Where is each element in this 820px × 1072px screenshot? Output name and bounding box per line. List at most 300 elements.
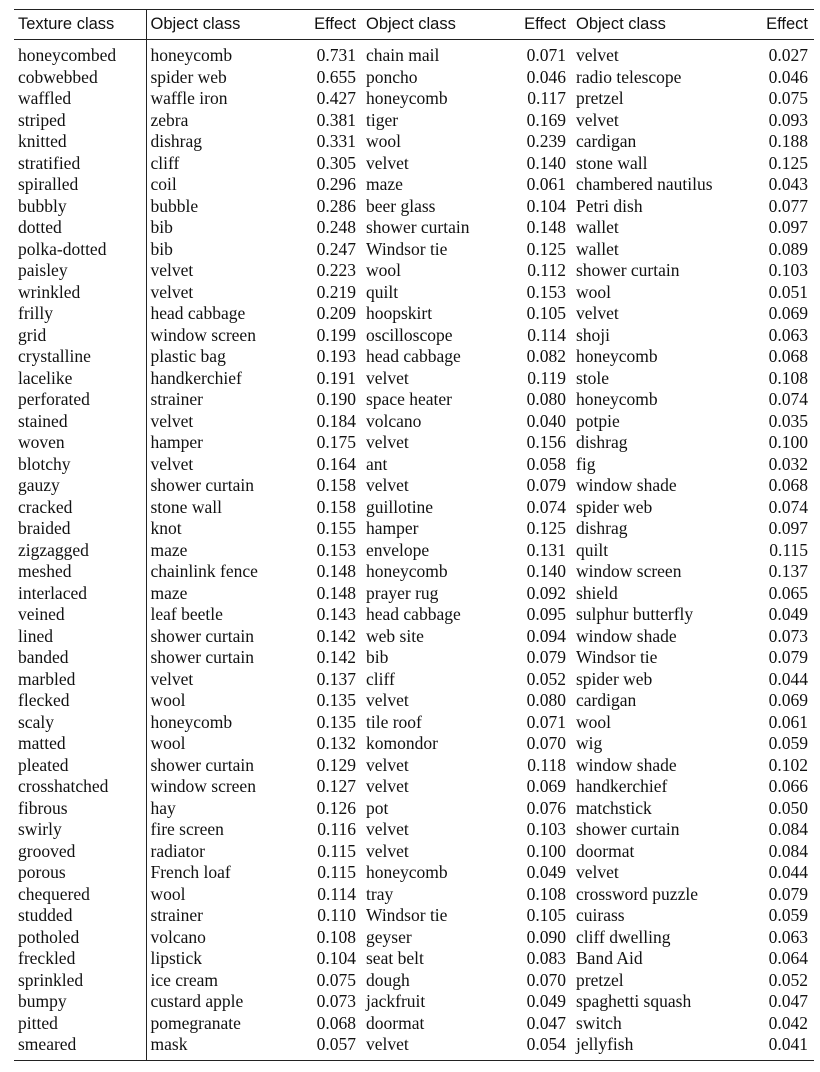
object-class-cell-2: maze <box>366 174 403 194</box>
object-class-cell-3: spider web <box>576 496 653 517</box>
texture-object-effect-table <box>14 9 814 1061</box>
effect-cell-3: 0.049 <box>768 604 808 624</box>
object-class-cell-2: tile roof <box>366 711 422 732</box>
table-row <box>14 819 814 841</box>
object-class-cell-3: shower curtain <box>576 819 680 839</box>
object-class-cell-2: head cabbage <box>366 346 461 366</box>
effect-cell-1: 0.153 <box>316 539 356 560</box>
table-row <box>14 712 814 734</box>
table-row <box>14 88 814 110</box>
object-class-cell-3: chambered nautilus <box>576 174 713 194</box>
object-class-cell-1: handkerchief <box>150 367 242 388</box>
texture-class-cell: stratified <box>14 153 146 175</box>
object-class-cell-3: dishrag <box>576 432 628 452</box>
effect-cell-2: 0.118 <box>527 754 566 775</box>
object-class-cell-1: volcano <box>150 926 206 947</box>
texture-class-cell: swirly <box>14 819 146 841</box>
effect-cell-1: 0.158 <box>316 496 356 517</box>
object-class-cell-3: window shade <box>576 754 677 775</box>
effect-cell-1: 0.247 <box>316 238 356 259</box>
object-class-cell-1: shower curtain <box>150 475 255 495</box>
table-row <box>14 798 814 820</box>
table-header <box>14 10 814 40</box>
effect-cell-2: 0.153 <box>526 281 566 302</box>
object-class-cell-2: bib <box>366 647 389 667</box>
object-class-cell-2: quilt <box>366 281 399 302</box>
effect-cell-1: 0.155 <box>316 518 356 538</box>
texture-class-cell: potholed <box>14 927 146 949</box>
table-row <box>14 561 814 583</box>
effect-cell-1: 0.191 <box>316 367 356 388</box>
object-class-cell-1: hamper <box>150 432 203 452</box>
table-row <box>14 970 814 992</box>
object-class-cell-3: window shade <box>576 475 677 495</box>
texture-class-cell: flecked <box>14 690 146 712</box>
object-class-cell-3: velvet <box>576 303 619 323</box>
object-class-cell-2: tiger <box>366 109 399 130</box>
texture-class-cell: dotted <box>14 217 146 239</box>
object-class-cell-3: Band Aid <box>576 948 643 968</box>
table-row <box>14 153 814 175</box>
object-class-cell-1: wool <box>150 733 186 753</box>
object-class-cell-3: dishrag <box>576 518 628 538</box>
object-class-cell-3: spider web <box>576 668 653 689</box>
object-class-cell-1: fire screen <box>150 819 224 839</box>
effect-cell-3: 0.051 <box>768 281 808 302</box>
table-row <box>14 583 814 605</box>
effect-cell-3: 0.047 <box>768 991 808 1011</box>
object-class-cell-3: doormat <box>576 840 635 861</box>
effect-cell-3: 0.097 <box>768 217 808 237</box>
effect-cell-1: 0.135 <box>316 711 356 732</box>
object-class-cell-1: velvet <box>150 260 194 280</box>
table-row <box>14 239 814 261</box>
header-effect-2: Effect <box>502 10 572 40</box>
object-class-cell-2: head cabbage <box>366 604 461 624</box>
effect-cell-1: 0.108 <box>316 926 356 947</box>
effect-cell-1: 0.116 <box>317 819 356 839</box>
header-row <box>14 10 814 40</box>
effect-cell-3: 0.042 <box>768 1012 808 1033</box>
texture-class-cell: crystalline <box>14 346 146 368</box>
object-class-cell-3: Windsor tie <box>576 647 658 667</box>
effect-cell-2: 0.049 <box>526 991 566 1011</box>
header-object-class-2: Object class <box>362 10 502 40</box>
object-class-cell-1: window screen <box>150 324 256 345</box>
effect-cell-2: 0.054 <box>502 1034 572 1060</box>
effect-cell-1: 0.075 <box>316 969 356 990</box>
object-class-cell-1: ice cream <box>150 969 219 990</box>
object-class-cell-2: dough <box>366 969 410 990</box>
object-class-cell-1: chainlink fence <box>150 561 258 581</box>
effect-cell-1: 0.331 <box>316 131 356 151</box>
texture-class-cell: honeycombed <box>14 40 146 67</box>
effect-cell-2: 0.114 <box>527 324 566 345</box>
effect-cell-3: 0.061 <box>768 711 808 732</box>
effect-cell-2: 0.076 <box>526 797 566 818</box>
effect-cell-2: 0.079 <box>526 475 566 495</box>
effect-cell-1: 0.286 <box>316 195 356 216</box>
table-row <box>14 196 814 218</box>
effect-cell-1: 0.175 <box>316 432 356 452</box>
effect-cell-1: 0.248 <box>316 217 356 237</box>
table-row <box>14 260 814 282</box>
object-class-cell-1: leaf beetle <box>150 604 223 624</box>
object-class-cell-1: velvet <box>150 453 194 474</box>
effect-cell-2: 0.040 <box>526 410 566 431</box>
effect-cell-2: 0.074 <box>526 496 566 517</box>
table-row <box>14 604 814 626</box>
table-row <box>14 884 814 906</box>
effect-cell-2: 0.094 <box>526 625 566 646</box>
texture-class-cell: fibrous <box>14 798 146 820</box>
table-row <box>14 475 814 497</box>
effect-cell-2: 0.131 <box>526 539 566 560</box>
texture-class-cell: gauzy <box>14 475 146 497</box>
table-row <box>14 40 814 67</box>
table-body <box>14 40 814 1061</box>
effect-cell-2: 0.070 <box>526 733 566 753</box>
table-row <box>14 776 814 798</box>
effect-cell-2: 0.148 <box>526 217 566 237</box>
effect-cell-3: 0.102 <box>768 754 808 775</box>
object-class-cell-1: shower curtain <box>150 647 255 667</box>
table-row <box>14 217 814 239</box>
object-class-cell-1: window screen <box>150 776 256 796</box>
object-class-cell-2: velvet <box>366 819 409 839</box>
effect-cell-2: 0.071 <box>526 711 566 732</box>
effect-cell-3: 0.069 <box>768 303 808 323</box>
object-class-cell-3: wool <box>576 281 611 302</box>
effect-cell-3: 0.044 <box>768 668 808 689</box>
object-class-cell-2: Windsor tie <box>366 238 448 259</box>
effect-cell-1: 0.073 <box>316 991 356 1011</box>
object-class-cell-1: hay <box>150 797 176 818</box>
object-class-cell-3: velvet <box>576 109 619 130</box>
object-class-cell-2: tray <box>366 883 394 904</box>
object-class-cell-3: window screen <box>576 561 682 581</box>
object-class-cell-2: pot <box>366 797 389 818</box>
effect-cell-1: 0.164 <box>316 453 356 474</box>
object-class-cell-2: envelope <box>366 539 430 560</box>
object-class-cell-2: web site <box>366 625 424 646</box>
object-class-cell-1: waffle iron <box>150 88 228 108</box>
effect-cell-3: 0.074 <box>768 496 808 517</box>
effect-cell-2: 0.080 <box>526 690 566 710</box>
object-class-cell-3: wool <box>576 711 611 732</box>
effect-cell-3: 0.077 <box>768 195 808 216</box>
object-class-cell-1: bubble <box>150 195 199 216</box>
effect-cell-3: 0.052 <box>768 969 808 990</box>
effect-cell-2: 0.140 <box>526 152 566 173</box>
object-class-cell-1: plastic bag <box>150 346 226 366</box>
object-class-cell-2: velvet <box>366 840 409 861</box>
header-object-class-3: Object class <box>572 10 740 40</box>
object-class-cell-3: velvet <box>576 45 619 65</box>
object-class-cell-2: chain mail <box>366 45 440 65</box>
effect-cell-1: 0.115 <box>317 862 356 882</box>
effect-cell-3: 0.059 <box>768 905 808 925</box>
texture-class-cell: lacelike <box>14 368 146 390</box>
effect-cell-2: 0.140 <box>526 561 566 581</box>
object-class-cell-3: wallet <box>576 238 619 259</box>
table-row <box>14 1013 814 1035</box>
object-class-cell-2: velvet <box>362 1034 502 1060</box>
object-class-cell-1: wool <box>150 883 186 904</box>
effect-cell-3: 0.084 <box>768 840 808 861</box>
effect-cell-3: 0.079 <box>768 647 808 667</box>
object-class-cell-2: doormat <box>366 1012 425 1033</box>
object-class-cell-2: velvet <box>366 690 409 710</box>
header-texture-class: Texture class <box>14 10 146 40</box>
object-class-cell-1: coil <box>150 174 177 194</box>
effect-cell-2: 0.095 <box>526 604 566 624</box>
object-class-cell-1: maze <box>150 539 188 560</box>
object-class-cell-1: bib <box>150 238 173 259</box>
texture-class-cell: cracked <box>14 497 146 519</box>
effect-cell-3: 0.068 <box>768 346 808 366</box>
object-class-cell-3: cliff dwelling <box>576 926 671 947</box>
object-class-cell-1: velvet <box>150 281 194 302</box>
object-class-cell-3: radio telescope <box>576 66 682 87</box>
texture-class-cell: studded <box>14 905 146 927</box>
effect-cell-2: 0.082 <box>526 346 566 366</box>
effect-cell-2: 0.104 <box>526 195 566 216</box>
texture-class-cell: frilly <box>14 303 146 325</box>
object-class-cell-2: velvet <box>366 367 409 388</box>
effect-cell-1: 0.127 <box>316 776 356 796</box>
object-class-cell-3: matchstick <box>576 797 652 818</box>
object-class-cell-2: Windsor tie <box>366 905 448 925</box>
effect-cell-3: 0.069 <box>768 690 808 710</box>
effect-cell-3: 0.046 <box>768 66 808 87</box>
effect-cell-3: 0.035 <box>768 410 808 431</box>
table-row <box>14 174 814 196</box>
effect-cell-3: 0.059 <box>768 733 808 753</box>
effect-cell-1: 0.110 <box>317 905 356 925</box>
object-class-cell-3: Petri dish <box>576 195 643 216</box>
table-row <box>14 411 814 433</box>
object-class-cell-3: honeycomb <box>576 346 658 366</box>
texture-class-cell: bubbly <box>14 196 146 218</box>
object-class-cell-2: poncho <box>366 66 418 87</box>
texture-class-cell: blotchy <box>14 454 146 476</box>
texture-class-cell: woven <box>14 432 146 454</box>
effect-cell-1: 0.148 <box>316 561 356 581</box>
effect-cell-2: 0.105 <box>526 905 566 925</box>
object-class-cell-3: pretzel <box>576 88 624 108</box>
effect-cell-3: 0.125 <box>768 152 808 173</box>
table-row <box>14 905 814 927</box>
effect-cell-1: 0.115 <box>317 840 356 861</box>
texture-class-cell: bumpy <box>14 991 146 1013</box>
effect-cell-1: 0.199 <box>316 324 356 345</box>
table-row <box>14 927 814 949</box>
table-row <box>14 540 814 562</box>
object-class-cell-2: cliff <box>366 668 395 689</box>
table-row <box>14 647 814 669</box>
effect-cell-1: 0.731 <box>316 45 356 65</box>
object-class-cell-3: handkerchief <box>576 776 668 796</box>
object-class-cell-1: velvet <box>150 668 194 689</box>
object-class-cell-1: honeycomb <box>150 45 233 65</box>
table-row <box>14 432 814 454</box>
effect-cell-2: 0.103 <box>526 819 566 839</box>
effect-cell-2: 0.052 <box>526 668 566 689</box>
effect-cell-1: 0.068 <box>316 1012 356 1033</box>
effect-cell-1: 0.142 <box>316 647 356 667</box>
effect-cell-3: 0.108 <box>768 367 808 388</box>
table-row <box>14 497 814 519</box>
object-class-cell-1: dishrag <box>150 131 203 151</box>
effect-cell-1: 0.132 <box>316 733 356 753</box>
table-row <box>14 733 814 755</box>
object-class-cell-2: wool <box>366 131 401 151</box>
table-row <box>14 690 814 712</box>
effect-cell-3: 0.027 <box>768 45 808 65</box>
object-class-cell-1: mask <box>146 1034 292 1060</box>
object-class-cell-2: shower curtain <box>366 217 470 237</box>
effect-cell-2: 0.071 <box>526 45 566 65</box>
object-class-cell-3: pretzel <box>576 969 624 990</box>
object-class-cell-1: cliff <box>150 152 180 173</box>
effect-cell-2: 0.080 <box>526 389 566 409</box>
texture-class-cell: porous <box>14 862 146 884</box>
texture-class-cell: meshed <box>14 561 146 583</box>
effect-cell-1: 0.057 <box>292 1034 362 1060</box>
effect-cell-1: 0.427 <box>316 88 356 108</box>
effect-cell-1: 0.158 <box>316 475 356 495</box>
object-class-cell-3: velvet <box>576 862 619 882</box>
object-class-cell-3: switch <box>576 1012 622 1033</box>
object-class-cell-1: shower curtain <box>150 625 255 646</box>
effect-cell-3: 0.097 <box>768 518 808 538</box>
effect-cell-3: 0.065 <box>768 582 808 603</box>
effect-cell-2: 0.156 <box>526 432 566 452</box>
effect-cell-3: 0.043 <box>768 174 808 194</box>
object-class-cell-3: shower curtain <box>576 260 680 280</box>
effect-cell-3: 0.044 <box>768 862 808 882</box>
effect-cell-2: 0.112 <box>527 260 566 280</box>
effect-cell-3: 0.084 <box>768 819 808 839</box>
effect-cell-2: 0.169 <box>526 109 566 130</box>
texture-class-cell: scaly <box>14 712 146 734</box>
effect-cell-1: 0.381 <box>316 109 356 130</box>
effect-cell-1: 0.190 <box>316 389 356 409</box>
effect-cell-1: 0.137 <box>316 668 356 689</box>
effect-cell-3: 0.188 <box>768 131 808 151</box>
table-row <box>14 948 814 970</box>
object-class-cell-2: prayer rug <box>366 582 439 603</box>
header-effect-3: Effect <box>740 10 814 40</box>
effect-cell-1: 0.135 <box>316 690 356 710</box>
texture-class-cell: freckled <box>14 948 146 970</box>
object-class-cell-1: head cabbage <box>150 303 246 323</box>
object-class-cell-1: strainer <box>150 905 203 925</box>
effect-cell-3: 0.075 <box>768 88 808 108</box>
object-class-cell-3: window shade <box>576 625 677 646</box>
object-class-cell-3: cuirass <box>576 905 625 925</box>
object-class-cell-2: wool <box>366 260 401 280</box>
effect-cell-2: 0.061 <box>526 174 566 194</box>
object-class-cell-3: honeycomb <box>576 389 658 409</box>
table-row <box>14 755 814 777</box>
texture-class-cell: banded <box>14 647 146 669</box>
effect-cell-1: 0.184 <box>316 410 356 431</box>
effect-cell-2: 0.119 <box>527 367 566 388</box>
object-class-cell-3: fig <box>576 453 596 474</box>
texture-class-cell: marbled <box>14 669 146 691</box>
effect-cell-1: 0.142 <box>316 625 356 646</box>
texture-class-cell: spiralled <box>14 174 146 196</box>
effect-cell-2: 0.239 <box>526 131 566 151</box>
texture-class-cell: matted <box>14 733 146 755</box>
texture-class-cell: waffled <box>14 88 146 110</box>
texture-class-cell: striped <box>14 110 146 132</box>
effect-cell-3: 0.041 <box>740 1034 814 1060</box>
object-class-cell-3: potpie <box>576 410 620 431</box>
table-row <box>14 862 814 884</box>
effect-cell-3: 0.032 <box>768 453 808 474</box>
texture-class-cell: wrinkled <box>14 282 146 304</box>
effect-cell-2: 0.049 <box>526 862 566 882</box>
effect-cell-3: 0.100 <box>768 432 808 452</box>
effect-cell-1: 0.126 <box>316 797 356 818</box>
object-class-cell-2: seat belt <box>366 948 424 968</box>
effect-cell-3: 0.068 <box>768 475 808 495</box>
effect-cell-3: 0.074 <box>768 389 808 409</box>
effect-cell-2: 0.105 <box>526 303 566 323</box>
effect-cell-3: 0.079 <box>768 883 808 904</box>
effect-cell-1: 0.104 <box>316 948 356 968</box>
effect-cell-3: 0.103 <box>768 260 808 280</box>
texture-class-cell: veined <box>14 604 146 626</box>
object-class-cell-2: volcano <box>366 410 422 431</box>
effect-cell-2: 0.047 <box>526 1012 566 1033</box>
object-class-cell-3: cardigan <box>576 131 637 151</box>
object-class-cell-3: jellyfish <box>572 1034 740 1060</box>
table-row <box>14 389 814 411</box>
effect-cell-1: 0.209 <box>316 303 356 323</box>
effect-cell-2: 0.125 <box>526 518 566 538</box>
object-class-cell-1: French loaf <box>150 862 231 882</box>
object-class-cell-3: spaghetti squash <box>576 991 692 1011</box>
table-row <box>14 626 814 648</box>
texture-class-cell: lined <box>14 626 146 648</box>
object-class-cell-2: honeycomb <box>366 88 448 108</box>
effect-cell-2: 0.117 <box>527 88 566 108</box>
object-class-cell-2: oscilloscope <box>366 324 453 345</box>
object-class-cell-1: lipstick <box>150 948 203 968</box>
effect-cell-2: 0.046 <box>526 66 566 87</box>
texture-class-cell: cobwebbed <box>14 67 146 89</box>
object-class-cell-2: velvet <box>366 475 409 495</box>
table-row <box>14 282 814 304</box>
table-row <box>14 1034 814 1060</box>
effect-cell-2: 0.092 <box>526 582 566 603</box>
table-row <box>14 669 814 691</box>
table-row <box>14 518 814 540</box>
table-row <box>14 991 814 1013</box>
effect-cell-3: 0.073 <box>768 625 808 646</box>
texture-class-cell: zigzagged <box>14 540 146 562</box>
table-row <box>14 841 814 863</box>
object-class-cell-1: radiator <box>150 840 205 861</box>
effect-cell-2: 0.100 <box>526 840 566 861</box>
effect-cell-1: 0.193 <box>316 346 356 366</box>
object-class-cell-2: velvet <box>366 432 409 452</box>
effect-cell-3: 0.115 <box>769 539 808 560</box>
